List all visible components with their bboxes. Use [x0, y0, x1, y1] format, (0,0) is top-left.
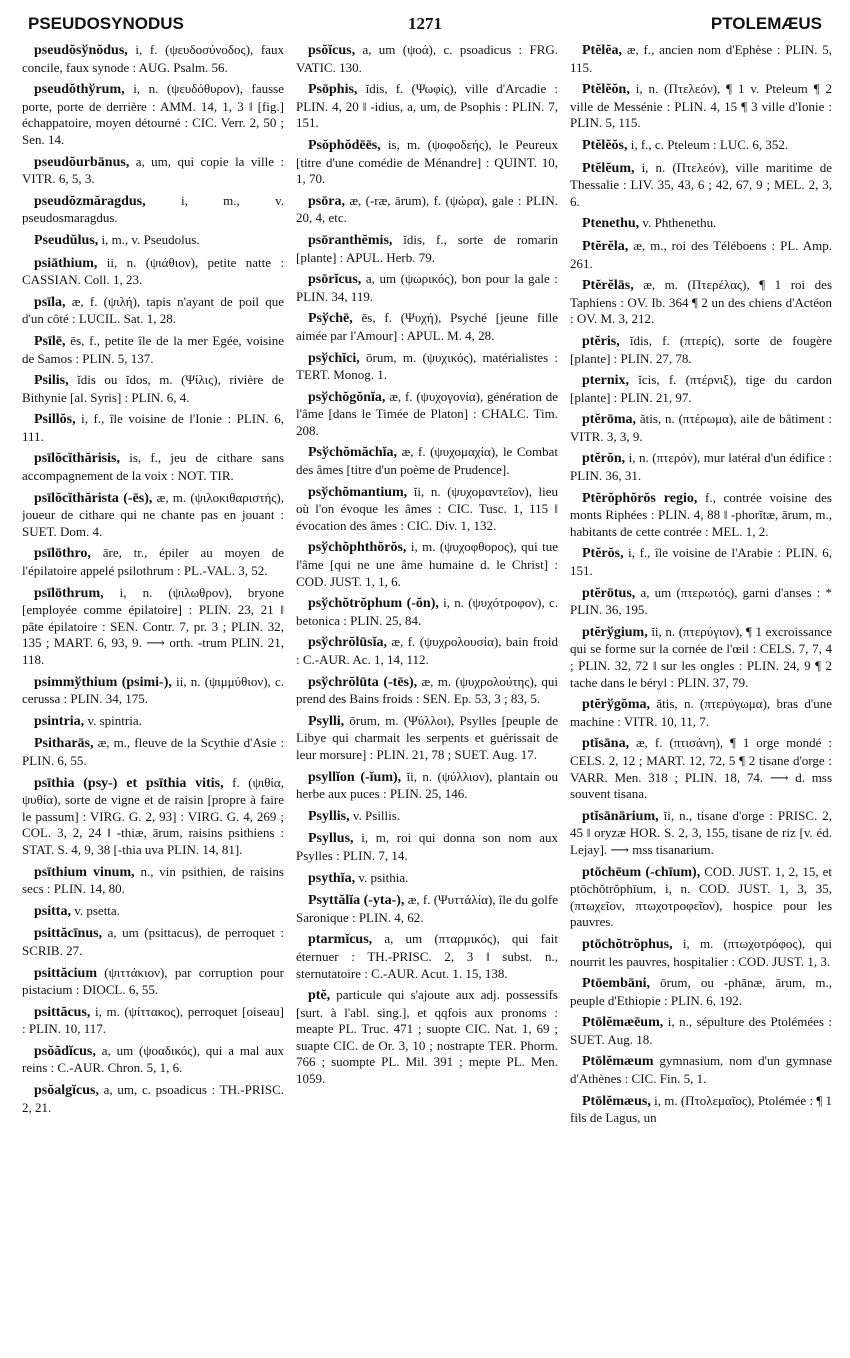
definition: ĭdis, f., sorte de romarin [plante] : APUL. Herb. 79. [296, 231, 558, 265]
headword: Psўchŏmăchĭa, [308, 445, 398, 461]
dictionary-entry [22, 925, 284, 959]
definition: i, m. (ψίττακος), perroquet [oiseau] : PLIN. 10, 117. [22, 1003, 284, 1037]
definition: æ, m., roi des Téléboens : PL. Amp. 261. [570, 237, 832, 271]
running-head-left: PSEUDOSYNODUS [28, 14, 184, 33]
definition: i, m, roi qui donna son nom aux Psylles : PLIN. 7, 14. [296, 830, 558, 863]
dictionary-entry [22, 735, 284, 769]
headword: Ptōlĕmæus, [582, 1093, 651, 1109]
dictionary-entry [296, 137, 558, 188]
definition: ĭcis, f. (πτέρνιξ), tige du cardon [plante] : PLIN. 21, 97. [570, 372, 832, 405]
headword: psythĭa, [308, 870, 356, 886]
dictionary-entry [296, 769, 558, 803]
headword: ptarmĭcus, [308, 932, 373, 948]
headword: psīla, [34, 294, 66, 310]
definition: a, um (πτερωτός), garni d'anses : * PLIN. 36, 195. [570, 584, 832, 618]
headword: Psitharās, [34, 736, 94, 752]
definition: a, um (ψοαδικός), qui a mal aux reins : C.-AUR. Chron. 5, 1, 6. [22, 1042, 284, 1076]
dictionary-entry [22, 490, 284, 541]
definition: ĭi, n. (ψύλλιον), plantain ou herbe aux puces : PLIN. 25, 146. [296, 768, 558, 802]
headword: Psīlē, [34, 333, 66, 349]
dictionary-entry [296, 232, 558, 266]
headword: psitta, [34, 903, 71, 919]
dictionary-entry [296, 595, 558, 629]
definition: COD. JUST. 1, 2, 15, et ptōchŏtrŏphīum, i, n. COD. JUST. 1, 3, 35, (πτωχεῖον, πτωχοτροφεῖον), hospice pour les pauvres. [570, 863, 832, 930]
definition: ōrum, ou -phānæ, ārum, m., peuple d'Ethiopie : PLIN. 6, 192. [570, 975, 832, 1008]
headword: psōranthĕmis, [308, 232, 393, 248]
definition: v. psetta. [74, 902, 120, 918]
definition: f. (ψιθία, ψυθία), sorte de vigne et de raisin [propre à faire le passum] : VIRG. G. 2, 93] : VIRG. G. 4, 269 ; COL. 3, 2, 24 ‖ -thiæ, ārum, raisins psithiens : STAT. S. 4, 9, 38 [-thia uva PLIN. 14, 81]. [22, 774, 284, 857]
definition: is, f., jeu de cithare sans accompagnement de la voix : NOT. TIR. [22, 450, 284, 484]
dictionary-entry [296, 987, 558, 1088]
definition: ii, n. (ψιάθιον), petite natte : CASSIAN. Coll. 1, 23. [22, 254, 284, 288]
headword: psittăcium [34, 965, 97, 981]
dictionary-entry [22, 294, 284, 328]
dictionary-entry [22, 775, 284, 859]
definition: is, m. (ψοφοδεής), le Peureux [titre d'une comédie de Ménandre] : QUINT. 10, 1, 70. [296, 136, 558, 187]
definition: æ, f., ancien nom d'Ephèse : PLIN. 5, 115. [570, 42, 832, 75]
definition: i, f. (ψευδοσύνοδος), faux concile, faux synode : AUG. Psalm. 56. [22, 42, 284, 75]
headword: Ptenethu, [582, 216, 640, 232]
dictionary-entry [22, 674, 284, 708]
headword: Psōphis, [308, 82, 358, 98]
dictionary-entry [570, 411, 832, 445]
definition: particule qui s'ajoute aux adj. possessifs [surt. à l'abl. sing.], et qqfois aux pronoms : meapte PL. Truc. 471 ; suopte CIC. Nat. 1, 69 ; suapte CIC. de Or. 3, 10 ; nostrapte TER. Phorm. 766 ; suompte PL. Mil. 391 ; mepte PL. Men. 1059. [296, 987, 558, 1087]
dictionary-entry [570, 333, 832, 367]
definition: i, n. (ψυχότροφον), c. betonica : PLIN. 25, 84. [296, 595, 558, 628]
definition: i, n. (ψιλωθρον), bryone [employée comme épilatoire] : PLIN. 23, 21 ‖ pâte épilatoire : SEN. Contr. 7, pr. 3 ; PLIN. 32, 135 ; MART. 6, 93, 9. ⟶ orth. -trum PLIN. 21, 118. [22, 584, 284, 667]
dictionary-entry [296, 830, 558, 864]
headword: Ptĕrĕla, [582, 238, 629, 254]
definition: n., vin psithien, de raisins secs : PLIN. 14, 80. [22, 863, 284, 897]
definition: i, f., île voisine de l'Arabie : PLIN. 6, 151. [570, 545, 832, 579]
headword: psўchrŏlūta (-tēs), [308, 674, 418, 690]
dictionary-entry [570, 160, 832, 211]
headword: ptĕrўgŏma, [582, 697, 651, 713]
dictionary-entry [570, 215, 832, 233]
definition: ĭdis, f. (πτερίς), sorte de fougère [plante] : PLIN. 27, 78. [570, 332, 832, 366]
headword: psŏalgĭcus, [34, 1083, 99, 1099]
headword: Psyllus, [308, 831, 354, 847]
headword: pseudŏthўrum, [34, 82, 125, 98]
headword: psīlōthro, [34, 546, 91, 562]
dictionary-entry [296, 81, 558, 132]
dictionary-entry [22, 864, 284, 898]
headword: Ptĕlĕum, [582, 160, 635, 176]
definition: æ, m., fleuve de la Scythie d'Asie : PLIN. 6, 55. [22, 735, 284, 768]
headword: psīlōthrum, [34, 585, 104, 601]
headword: psōra, [308, 193, 345, 209]
dictionary-entry [22, 42, 284, 76]
definition: ĭi, n. (πτερύγιον), ¶ 1 excroissance qui se forme sur la cornée de l'œil : CELS. 7, 7, 4 ; PLIN. 32, 72 ‖ sur les ongles : PLIN. 24, 9 ¶ 2 tache dans le béryl : PLIN. 37, 79. [570, 623, 832, 690]
definition: i, f., c. Pteleum : LUC. 6, 352. [630, 136, 789, 152]
headword: Psillŏs, [34, 412, 76, 428]
dictionary-entry [570, 735, 832, 802]
headword: ptĕ, [308, 988, 331, 1004]
headword: psyllĭon (-ĭum), [308, 769, 402, 785]
definition: æ, m. (ψυχρολούτης), qui prend des Bains froids : SEN. Ep. 53, 3 ; 83, 5. [296, 673, 558, 707]
dictionary-entry [570, 490, 832, 541]
dictionary-entry [22, 411, 284, 445]
definition: i, n. (Πτελεόν), ¶ 1 v. Pteleum ¶ 2 ville de Messénie : PLIN. 4, 15 ¶ 3 ville d'Ionie : PLIN. 5, 115. [570, 81, 832, 131]
definition: a, um (πταρμικός), qui fait éternuer : TH.-PRISC. 2, 3 ‖ subst. n., sternutatoire : C.-AUR. Acut. 1. 15, 138. [296, 931, 558, 981]
headword: psittăcus, [34, 1004, 91, 1020]
definition: (ψιττάκιον), par corruption pour pistacium : DIOCL. 6, 55. [22, 964, 284, 998]
definition: i, m. (πτωχοτρόφος), qui nourrit les pauvres, hospitalier : COD. JUST. 1, 3. [570, 935, 832, 969]
dictionary-entry [22, 585, 284, 669]
headword: ptĕrōtus, [582, 585, 636, 601]
column-3 [570, 42, 832, 1348]
definition: āre, tr., épiler au moyen de l'épilatoire appelé psilothrum : PL.-VAL. 3, 52. [22, 545, 284, 579]
dictionary-entry [570, 277, 832, 328]
dictionary-entry [22, 965, 284, 999]
definition: a, um (ψοά), c. psoadicus : FRG. VATIC. 130. [296, 42, 558, 75]
dictionary-entry [570, 975, 832, 1009]
definition: f., contrée voisine des monts Riphées : PLIN. 4, 88 ‖ -phorĭtæ, ārum, m., habitants de cette contrée : MEL. 1, 2. [570, 489, 832, 539]
headword: Psyllis, [308, 808, 350, 824]
definition: æ, f. (πτισάνη), ¶ 1 orge mondé : CELS. 2, 12 ; MART. 12, 72, 5 ¶ 2 tisane d'orge : VARR. Men. 318 ; PLIN. 18, 74. ⟶ d. mss souvent tisana. [570, 735, 832, 802]
headword: psŏădĭcus, [34, 1043, 96, 1059]
definition: æ, m. (Πτερέλας), ¶ 1 roi des Taphiens : OV. Ib. 364 ¶ 2 un des chiens d'Actéon : OV. M. 3, 212. [570, 277, 832, 327]
dictionary-entry [296, 870, 558, 888]
page-header [28, 14, 822, 40]
definition: v. Phthenethu. [642, 215, 717, 231]
headword: Psўchē, [308, 311, 353, 327]
dictionary-entry [570, 936, 832, 970]
headword: psittăcīnus, [34, 926, 103, 942]
definition: a, um, qui copie la ville : VITR. 6, 5, 3. [22, 153, 284, 187]
page-number: 1271 [408, 14, 442, 33]
dictionary-entry [570, 42, 832, 76]
dictionary-entry [570, 624, 832, 691]
headword: psўchŏphthŏrŏs, [308, 540, 407, 556]
definition: æ, f. (ψυχογονία), génération de l'âme [dans le Timée de Platon] : CHALC. Tim. 208. [296, 388, 558, 438]
definition: ătis, n. (πτέρωμα), aile de bâtiment : VITR. 3, 3, 9. [570, 411, 832, 444]
definition: v. psithia. [358, 869, 409, 885]
definition: æ, f. (ψυχομαχία), le Combat des âmes [titre d'un poème de Prudence]. [296, 444, 558, 478]
dictionary-entry [22, 545, 284, 579]
definition: æ, f. (Ψυττάλία), île du golfe Saronique : PLIN. 4, 62. [296, 892, 558, 925]
definition: ĭdis, f. (Ψωφίς), ville d'Arcadie : PLIN. 4, 20 ‖ -idius, a, um, de Psophis : PLIN. 7, 151. [296, 81, 558, 131]
dictionary-entry [22, 1082, 284, 1116]
dictionary-entry [296, 713, 558, 764]
headword: pseudŏsўnŏdus, [34, 43, 128, 58]
dictionary-entry [22, 333, 284, 367]
dictionary-entry [22, 232, 284, 250]
dictionary-entry [570, 372, 832, 406]
definition: i, n. (ψευδόθυρον), fausse porte, porte de derrière : AMM. 14, 1, 3 ‖ [fig.] échappatoire, moyen détourné : CIC. Verr. 2, 50 ; Sen. 14. [22, 81, 284, 147]
headword: Pseudŭlus, [34, 232, 99, 248]
headword: ptĕrōma, [582, 412, 637, 428]
definition: æ, (-ræ, ārum), f. (ψώρα), gale : PLIN. 20, 4, etc. [296, 192, 558, 226]
headword: psōrĭcus, [308, 272, 362, 288]
dictionary-entry [296, 808, 558, 826]
dictionary-entry [22, 450, 284, 484]
headword: pseudŏzmăragdus, [34, 193, 146, 209]
definition: ĭi, n., tisane d'orge : PRISC. 2, 45 ‖ oryzæ HOR. S. 2, 3, 155, tisane de riz [v. éd. Lejay]. ⟶ mss tisanarium. [570, 807, 832, 857]
definition: a, um, c. psoadicus : TH.-PRISC. 2, 21. [22, 1082, 284, 1115]
definition: i, m. (Πτολεμαῖος), Ptolémée : ¶ 1 fils de Lagus, un [570, 1092, 832, 1126]
definition: ēs, f., petite île de la mer Egée, voisine de Samos : PLIN. 5, 137. [22, 332, 284, 366]
headword: psīlŏcĭthărista (-ēs), [34, 490, 153, 506]
headword: psiāthium, [34, 255, 98, 271]
headword: psўchŏgŏnĭa, [308, 389, 386, 405]
dictionary-entry [22, 372, 284, 406]
dictionary-entry [570, 137, 832, 155]
headword: psintria, [34, 713, 85, 729]
dictionary-entry [570, 808, 832, 859]
definition: v. spintria. [87, 712, 142, 728]
headword: ptĕrўgium, [582, 624, 648, 640]
dictionary-entry [22, 255, 284, 289]
dictionary-entry [570, 1093, 832, 1127]
definition: æ, f. (ψυχρολουσία), bain froid : C.-AUR. Ac. 1, 14, 112. [296, 634, 558, 667]
dictionary-entry [570, 1053, 832, 1087]
dictionary-entry [570, 450, 832, 484]
headword: Ptĕlĕŏn, [582, 82, 630, 98]
dictionary-entry [22, 154, 284, 188]
headword: psimmўthium (psimi-), [34, 674, 172, 690]
headword: pternix, [582, 373, 630, 389]
definition: gymnasium, nom d'un gymnase d'Athènes : CIC. Fin. 5, 1. [570, 1053, 832, 1087]
column-2 [296, 42, 558, 1348]
headword: Ptĕrŏphŏrŏs regio, [582, 490, 698, 506]
definition: a, um (ψωρικός), bon pour la gale : PLIN. 34, 119. [296, 271, 558, 304]
headword: Psyttălĭa (-yta-), [308, 893, 405, 909]
dictionary-entry [296, 271, 558, 305]
headword: ptōchēum (-chīum), [582, 864, 701, 880]
definition: i, n. (πτερόν), mur latéral d'un édifice : PLIN. 36, 31. [570, 450, 832, 484]
headword: Ptĕlĕŏs, [582, 137, 628, 153]
dictionary-entry [22, 81, 284, 148]
headword: Ptĕlĕa, [582, 43, 623, 58]
dictionary-entry [296, 931, 558, 982]
headword: Ptĕrŏs, [582, 546, 624, 562]
definition: v. Psillis. [352, 807, 401, 823]
headword: Psilis, [34, 373, 69, 389]
definition: i, m., v. Pseudolus. [101, 231, 200, 247]
headword: psīlŏcĭthărisis, [34, 451, 120, 467]
headword: psўchŏtrŏphum (-ŏn), [308, 596, 439, 612]
headword: ptĭsānārium, [582, 808, 659, 824]
headword: psŏĭcus, [308, 43, 356, 58]
headword: psīthia (psy-) et psīthia vitis, [34, 775, 224, 791]
definition: ătis, n. (πτερύγωμα), bras d'une machine : VITR. 10, 11, 7. [570, 696, 832, 729]
headword: Psylli, [308, 713, 345, 729]
column-1 [22, 42, 284, 1348]
headword: Ptōlĕmæum [582, 1054, 654, 1070]
headword: Ptĕrĕlās, [582, 278, 634, 294]
definition: i, m., v. pseudosmaragdus. [22, 192, 284, 226]
headword: ptĕris, [582, 333, 620, 349]
dictionary-entry [22, 713, 284, 731]
dictionary-entry [570, 81, 832, 132]
definition: ii, n. (ψιμμύθιον), c. cerussa : PLIN. 34, 175. [22, 673, 284, 707]
dictionary-entry [296, 892, 558, 926]
dictionary-entry [570, 545, 832, 579]
headword: psўchŏmantium, [308, 484, 408, 500]
dictionary-entry [296, 484, 558, 535]
definition: i, f., île voisine de l'Ionie : PLIN. 6, 111. [22, 411, 284, 444]
dictionary-entry [22, 1043, 284, 1077]
headword: ptĕrŏn, [582, 451, 626, 467]
dictionary-entry [296, 389, 558, 440]
headword: psīthium vinum, [34, 864, 135, 880]
headword: ptĭsāna, [582, 736, 630, 752]
definition: i, m. (ψυχοφθορος), qui tue l'âme [qui ne une âme humaine d. le Christ] : COD. JUST. 1, 1, 6. [296, 539, 558, 589]
dictionary-entry [296, 674, 558, 708]
dictionary-entry [570, 238, 832, 272]
headword: ptōchŏtrŏphus, [582, 936, 673, 952]
dictionary-entry [570, 696, 832, 730]
definition: ōrum, m. (Ψύλλοι), Psylles [peuple de Libye qui charmait les serpents et guérissait de leur morsure] : PLIN. 21, 78 ; SUET. Aug. 17. [296, 712, 558, 762]
dictionary-entry [296, 350, 558, 384]
dictionary-entry [22, 1004, 284, 1038]
definition: æ, f. (ψιλή), tapis n'ayant de poil que d'un côté : LUCIL. Sat. 1, 28. [22, 293, 284, 327]
headword: pseudŏurbānus, [34, 154, 130, 170]
dictionary-entry [296, 444, 558, 478]
headword: Psŏphŏdēēs, [308, 137, 381, 153]
dictionary-entry [296, 193, 558, 227]
definition: i, n. (Πτελεόν), ville maritime de Thessalie : LIV. 35, 43, 6 ; 42, 67, 9 ; MEL. 2, 3, 6. [570, 159, 832, 209]
dictionary-entry [296, 539, 558, 590]
headword: psўchĭci, [308, 350, 360, 366]
definition: ēs, f. (Ψυχή), Psyché [jeune fille aimée par l'Amour] : APUL. M. 4, 28. [296, 310, 558, 343]
headword: psўchrŏlūsĭa, [308, 635, 387, 651]
dictionary-entry [296, 310, 558, 344]
definition: ōrum, m. (ψυχικός), matérialistes : TERT. Monog. 1. [296, 349, 558, 383]
dictionary-entry [570, 864, 832, 931]
definition: i, n., sépulture des Ptolémées : SUET. Aug. 18. [570, 1014, 832, 1047]
definition: a, um (psittacus), de perroquet : SCRIB. 27. [22, 925, 284, 958]
headword: Ptōembāni, [582, 976, 651, 992]
dictionary-entry [22, 903, 284, 921]
definition: ĭi, n. (ψυχομαντεῖον), lieu où l'on évoque les âmes : CIC. Tusc. 1, 115 ‖ évocation des âmes : CIC. Div. 1, 132. [296, 483, 558, 533]
dictionary-entry [570, 1014, 832, 1048]
dictionary-entry [570, 585, 832, 619]
dictionary-entry [296, 634, 558, 668]
headword: Ptōlĕmæēum, [582, 1015, 664, 1031]
definition: æ, m. (ψιλοκιθαριστής), joueur de cithare qui ne chante pas en jouant : SUET. Dom. 4. [22, 489, 284, 539]
dictionary-entry [22, 193, 284, 227]
definition: ĭdis ou ĭdos, m. (Ψίλις), rivière de Bithynie [al. Syris] : PLIN. 6, 4. [22, 372, 284, 405]
running-head-right: PTOLEMÆUS [710, 14, 822, 33]
dictionary-entry [296, 42, 558, 76]
